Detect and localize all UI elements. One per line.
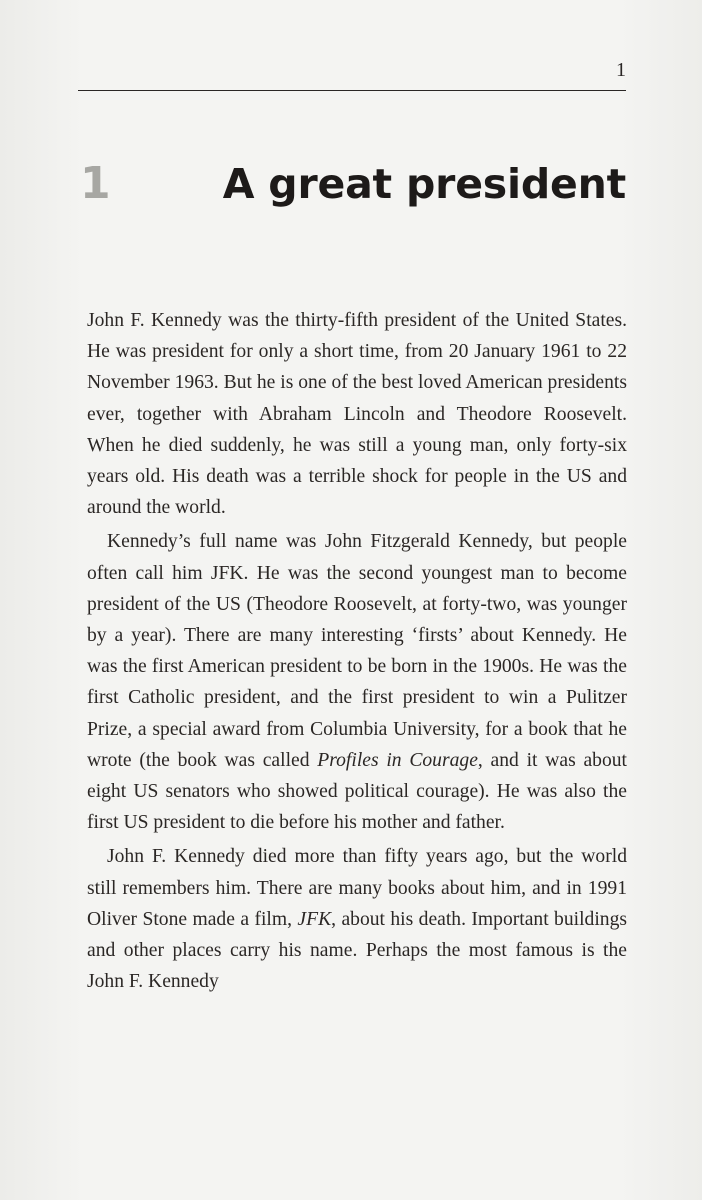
page-number: 1	[616, 59, 626, 81]
paragraph-text: , and it was about eight US senators who showed political courage). He was also the first US president to die before his mother and father.	[87, 749, 627, 834]
paragraph-1	[87, 305, 627, 523]
chapter-title: A great president	[222, 160, 626, 208]
paragraph-text: John F. Kennedy was the thirty-fifth president of the United States. He was president for only a short time, from 20 January 1961 to 22 November 1963. But he is one of the best loved American presidents ever, together with Abraham Lincoln and Theodore Roosevelt. When he died suddenly, he was still a young man, only forty-six years old. His death was a terrible shock for people in the US and around the world.	[87, 310, 627, 519]
chapter-heading	[80, 150, 626, 220]
paragraph-text: Kennedy’s full name was John Fitzgerald Kennedy, but people often call him JFK. He was the second youngest man to become president of the US (Theodore Roosevelt, at forty-two, was younger by a year). There are many interesting ‘firsts’ about Kennedy. He was the first American president to be born in the 1900s. He was the first Catholic president, and the first president to win a Pulitzer Prize, a special award from Columbia University, for a book that he wrote (the book was called	[87, 531, 627, 771]
paragraph-text: John F. Kennedy died more than fifty years ago, but the world still remembers him. There are many books about him, and in 1991 Oliver Stone made a film,	[87, 846, 627, 930]
chapter-number: 1	[80, 158, 111, 209]
book-title-italic: Profiles in Courage	[317, 749, 478, 771]
paragraph-3	[87, 841, 627, 997]
body-text	[87, 305, 627, 997]
film-title-italic: JFK	[297, 908, 332, 930]
paragraph-text: , about his death. Important buildings and other places carry his name. Perhaps the most famous is the John F. Kennedy	[87, 908, 628, 993]
running-head	[78, 56, 626, 91]
paragraph-2	[87, 526, 627, 838]
